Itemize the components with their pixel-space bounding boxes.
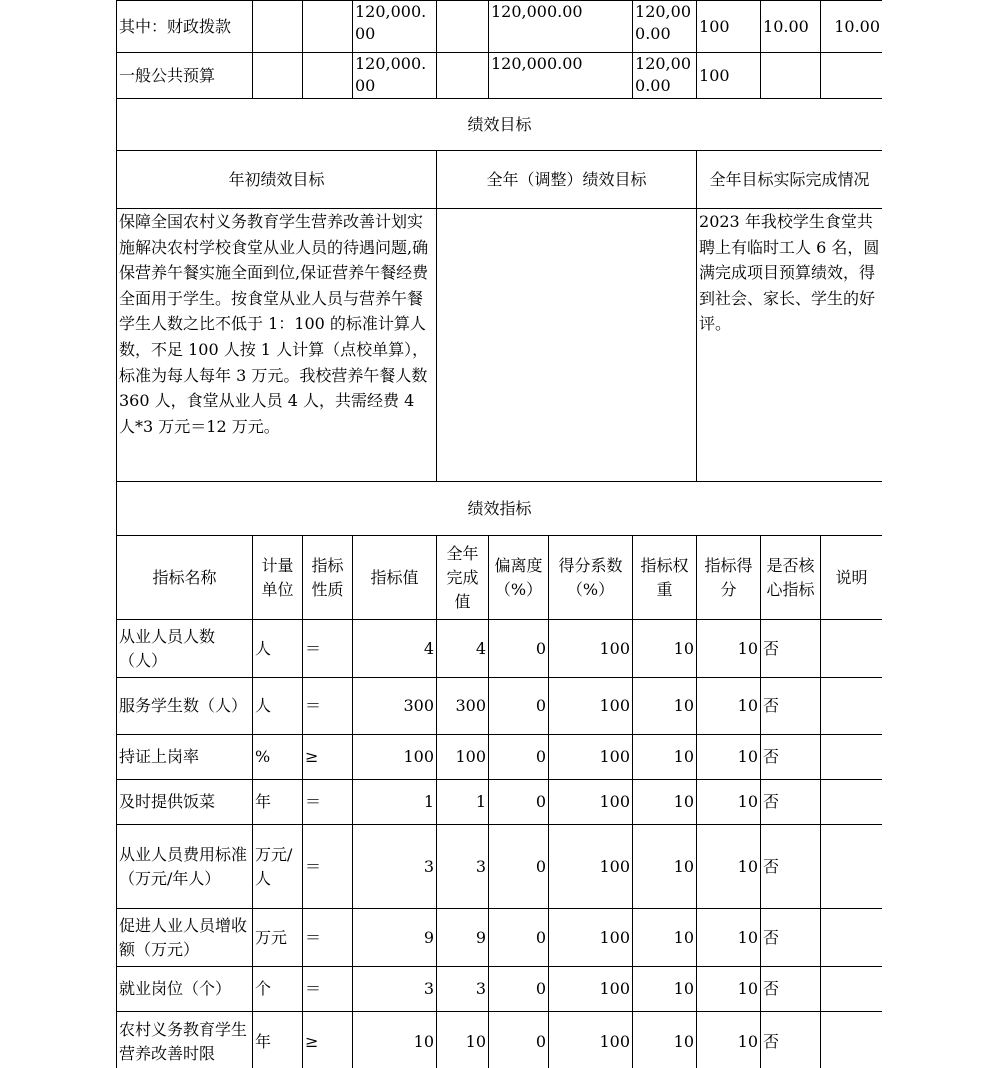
indicator-score: 10 [697,825,761,909]
header-completed-value: 全年完成值 [437,536,489,620]
header-score-coefficient: 得分系数（%） [549,536,633,620]
indicator-name: 就业岗位（个） [117,967,253,1012]
indicator-score: 10 [697,967,761,1012]
indicator-value: 100 [353,735,437,780]
indicator-deviation: 0 [489,1012,549,1068]
adjusted-goal-header: 全年（调整）绩效目标 [437,151,697,209]
indicator-remarks [821,909,882,967]
indicator-is-core: 否 [761,780,821,825]
funding-adjusted: 120,000.00 [489,53,633,99]
indicator-completed: 3 [437,967,489,1012]
indicator-deviation: 0 [489,825,549,909]
funding-score: 10.00 [821,1,882,53]
indicator-nature: ＝ [303,825,353,909]
funding-row [117,53,883,99]
adjusted-goal-text [437,209,697,482]
indicator-deviation: 0 [489,967,549,1012]
indicator-score: 10 [697,620,761,678]
empty-cell [303,53,353,99]
goals-header-row [117,151,883,209]
indicator-coefficient: 100 [549,735,633,780]
indicator-unit: 人 [253,678,303,735]
indicator-value: 3 [353,967,437,1012]
indicator-row [117,1012,883,1068]
indicator-nature: ≥ [303,735,353,780]
indicator-completed: 3 [437,825,489,909]
indicator-is-core: 否 [761,678,821,735]
header-unit: 计量单位 [253,536,303,620]
indicator-is-core: 否 [761,620,821,678]
indicator-unit: 年 [253,1012,303,1068]
indicator-coefficient: 100 [549,1012,633,1068]
header-score: 指标得分 [697,536,761,620]
indicator-remarks [821,735,882,780]
funding-budget: 120,000.00 [353,53,437,99]
indicator-score: 10 [697,678,761,735]
indicator-row [117,825,883,909]
header-remarks: 说明 [821,536,882,620]
indicator-name: 及时提供饭菜 [117,780,253,825]
indicator-weight: 10 [633,967,697,1012]
indicator-name: 农村义务教育学生营养改善时限 [117,1012,253,1068]
header-is-core: 是否核心指标 [761,536,821,620]
indicator-is-core: 否 [761,967,821,1012]
indicator-row [117,620,883,678]
funding-rate: 100 [697,53,761,99]
indicator-coefficient: 100 [549,780,633,825]
indicator-value: 9 [353,909,437,967]
indicator-unit: 万元 [253,909,303,967]
indicator-unit: 万元/人 [253,825,303,909]
indicator-weight: 10 [633,1012,697,1068]
indicator-deviation: 0 [489,620,549,678]
indicator-name: 服务学生数（人） [117,678,253,735]
goals-content-row [117,209,883,482]
indicator-weight: 10 [633,825,697,909]
indicators-header-row [117,536,883,620]
empty-cell [253,1,303,53]
indicator-row [117,735,883,780]
indicator-nature: ＝ [303,780,353,825]
indicator-unit: 年 [253,780,303,825]
indicator-score: 10 [697,1012,761,1068]
indicator-remarks [821,620,882,678]
indicator-remarks [821,967,882,1012]
indicator-remarks [821,678,882,735]
funding-label: 其中：财政拨款 [117,1,253,53]
indicator-completed: 4 [437,620,489,678]
indicator-deviation: 0 [489,735,549,780]
indicator-row [117,678,883,735]
indicator-row [117,909,883,967]
funding-rate: 100 [697,1,761,53]
indicator-weight: 10 [633,909,697,967]
empty-cell [437,1,489,53]
goals-title-row [117,99,883,151]
funding-budget: 120,000.00 [353,1,437,53]
empty-cell [437,53,489,99]
indicator-coefficient: 100 [549,825,633,909]
indicator-unit: 个 [253,967,303,1012]
indicator-nature: ＝ [303,967,353,1012]
indicator-value: 300 [353,678,437,735]
header-weight: 指标权重 [633,536,697,620]
indicator-deviation: 0 [489,678,549,735]
actual-completion-header: 全年目标实际完成情况 [697,151,882,209]
indicator-weight: 10 [633,678,697,735]
indicator-value: 1 [353,780,437,825]
indicator-is-core: 否 [761,825,821,909]
indicator-remarks [821,780,882,825]
indicator-unit: % [253,735,303,780]
indicator-deviation: 0 [489,909,549,967]
indicator-coefficient: 100 [549,967,633,1012]
actual-completion-text: 2023 年我校学生食堂共聘上有临时工人 6 名，圆满完成项目预算绩效，得到社会、家长、学生的好评。 [697,209,882,482]
funding-adjusted: 120,000.00 [489,1,633,53]
indicator-row [117,780,883,825]
indicator-completed: 9 [437,909,489,967]
indicator-score: 10 [697,780,761,825]
indicator-weight: 10 [633,735,697,780]
indicator-completed: 1 [437,780,489,825]
funding-executed: 120,000.00 [633,53,697,99]
funding-score [821,53,882,99]
empty-cell [303,1,353,53]
indicator-remarks [821,825,882,909]
funding-weight [761,53,821,99]
indicator-deviation: 0 [489,780,549,825]
header-target-value: 指标值 [353,536,437,620]
indicator-nature: ＝ [303,909,353,967]
indicator-completed: 10 [437,1012,489,1068]
indicator-coefficient: 100 [549,678,633,735]
goals-section-title: 绩效目标 [117,99,883,151]
indicator-value: 4 [353,620,437,678]
indicator-coefficient: 100 [549,620,633,678]
initial-goal-text: 保障全国农村义务教育学生营养改善计划实施解决农村学校食堂从业人员的待遇问题,确保营养午餐实施全面到位,保证营养午餐经费全面用于学生。按食堂从业人员与营养午餐学生人数之比不低于 1：100 的标准计算人数，不足 100 人按 1 人计算（点校单算），标准为每人每年 3 万元。我校营养午餐人数 360 人，食堂从业人员 4 人，共需经费 4 人*3 万元＝12 万元。 [117,209,437,482]
indicator-score: 10 [697,735,761,780]
indicator-completed: 300 [437,678,489,735]
indicator-value: 10 [353,1012,437,1068]
indicator-remarks [821,1012,882,1068]
indicator-nature: ＝ [303,620,353,678]
header-nature: 指标性质 [303,536,353,620]
indicator-name: 促进人业人员增收额（万元） [117,909,253,967]
header-deviation: 偏离度（%） [489,536,549,620]
indicator-row [117,967,883,1012]
indicator-is-core: 否 [761,735,821,780]
indicator-nature: ≥ [303,1012,353,1068]
initial-goal-header: 年初绩效目标 [117,151,437,209]
indicator-nature: ＝ [303,678,353,735]
indicator-unit: 人 [253,620,303,678]
indicator-name: 从业人员费用标准（万元/年人） [117,825,253,909]
indicator-name: 从业人员人数（人） [117,620,253,678]
indicators-title-row [117,482,883,536]
indicator-completed: 100 [437,735,489,780]
indicator-name: 持证上岗率 [117,735,253,780]
indicator-value: 3 [353,825,437,909]
indicators-section-title: 绩效指标 [117,482,883,536]
funding-weight: 10.00 [761,1,821,53]
indicator-weight: 10 [633,780,697,825]
funding-label: 一般公共预算 [117,53,253,99]
funding-executed: 120,000.00 [633,1,697,53]
empty-cell [253,53,303,99]
indicator-is-core: 否 [761,909,821,967]
funding-row [117,1,883,53]
header-indicator-name: 指标名称 [117,536,253,620]
performance-table [116,0,882,1068]
performance-report-sheet [116,0,882,1068]
indicator-score: 10 [697,909,761,967]
indicator-weight: 10 [633,620,697,678]
indicator-is-core: 否 [761,1012,821,1068]
indicator-coefficient: 100 [549,909,633,967]
